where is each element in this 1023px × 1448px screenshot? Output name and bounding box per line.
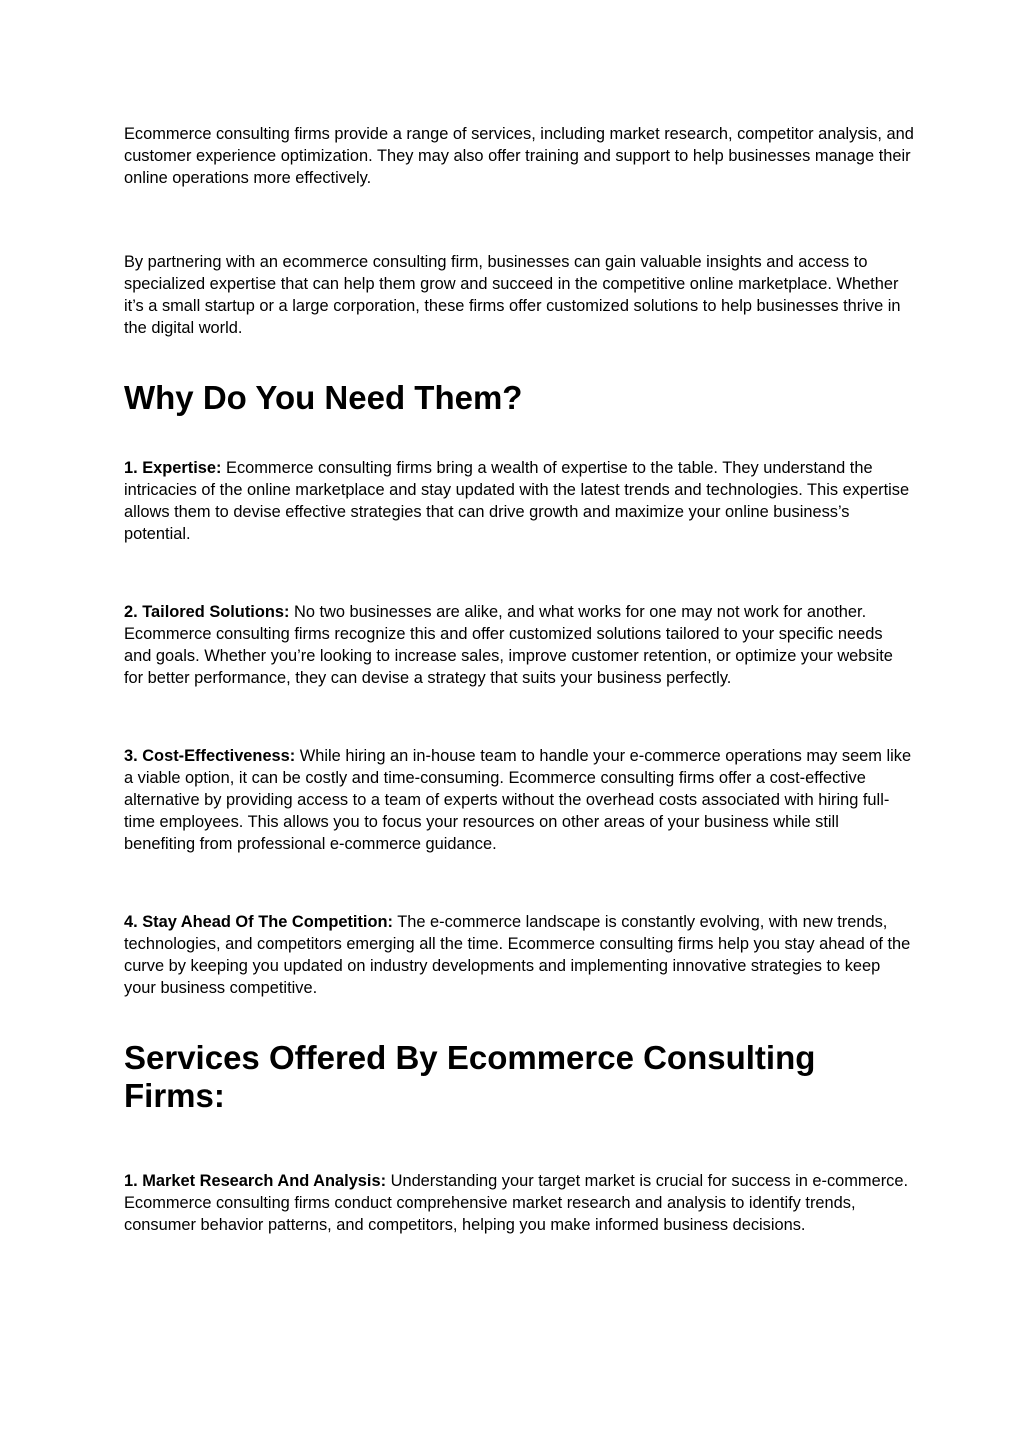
why-item-expertise xyxy=(124,457,914,545)
why-item-tailored-solutions xyxy=(124,601,914,689)
intro-paragraph-2: By partnering with an ecommerce consulting firm, businesses can gain valuable insights and access to specialized expertise that can help them grow and succeed in the competitive online marketplace. Whether it’s a small startup or a large corporation, these firms offer customized solutions to help businesses thrive in the digital world. xyxy=(124,253,901,337)
document-body xyxy=(124,123,914,1236)
why-item-label: 2. Tailored Solutions: xyxy=(124,603,290,621)
why-item-label: 1. Expertise: xyxy=(124,459,222,477)
why-item-label: 3. Cost-Effectiveness: xyxy=(124,747,296,765)
why-item-stay-ahead xyxy=(124,911,914,999)
why-item-label: 4. Stay Ahead Of The Competition: xyxy=(124,913,393,931)
services-item-market-research xyxy=(124,1170,914,1236)
why-item-text: No two businesses are alike, and what works for one may not work for another. Ecommerce consulting firms recognize this and offer customized solutions tailored to your specific needs and goals. Whether you’re looking to increase sales, improve customer retention, or optimize your website for better performance, they can devise a strategy that suits your business perfectly. xyxy=(124,603,893,687)
why-item-text: While hiring an in-house team to handle your e-commerce operations may seem like a viable option, it can be costly and time-consuming. Ecommerce consulting firms offer a cost-effective alternative by providing access to a team of experts without the overhead costs associated with hiring full-time employees. This allows you to focus your resources on other areas of your business while still benefiting from professional e-commerce guidance. xyxy=(124,747,912,853)
why-item-text: The e-commerce landscape is constantly evolving, with new trends, technologies, and competitors emerging all the time. Ecommerce consulting firms help you stay ahead of the curve by keeping you updated on industry developments and implementing innovative strategies to keep your business competitive. xyxy=(124,913,911,997)
section-heading-services: Services Offered By Ecommerce Consulting Firms: xyxy=(124,1039,816,1114)
services-item-text: Understanding your target market is crucial for success in e-commerce. Ecommerce consulting firms conduct comprehensive market research and analysis to identify trends, consumer behavior patterns, and competitors, helping you make informed business decisions. xyxy=(124,1172,909,1234)
section-heading-why: Why Do You Need Them? xyxy=(124,379,523,416)
why-item-cost-effectiveness xyxy=(124,745,914,855)
intro-paragraph-1: Ecommerce consulting firms provide a range of services, including market research, competitor analysis, and customer experience optimization. They may also offer training and support to help businesses manage their online operations more effectively. xyxy=(124,125,914,187)
services-item-label: 1. Market Research And Analysis: xyxy=(124,1172,387,1190)
why-item-text: Ecommerce consulting firms bring a wealth of expertise to the table. They understand the intricacies of the online marketplace and stay updated with the latest trends and technologies. This expertise allows them to devise effective strategies that can drive growth and maximize your online business’s potential. xyxy=(124,459,910,543)
